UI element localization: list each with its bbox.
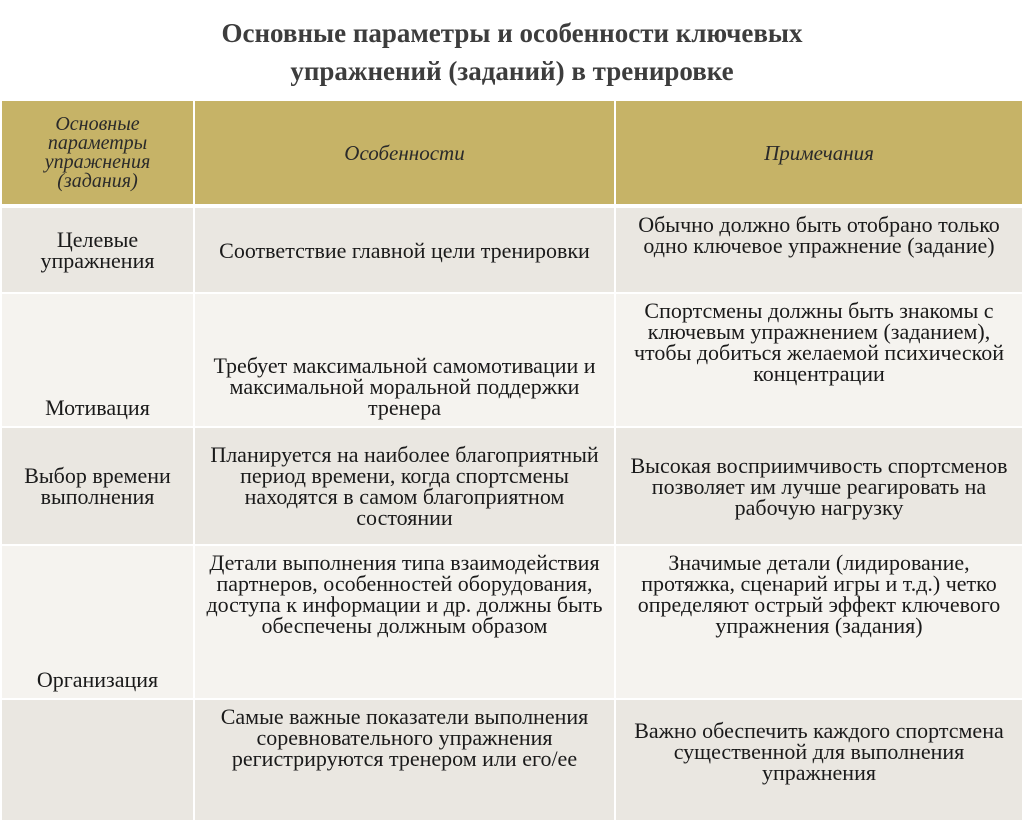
header-features (194, 100, 615, 206)
notes-text: Важно обеспечить каждого спортсмена существенной для выполнения упражнения (634, 718, 1004, 785)
notes-text: Спортсмены должны быть знакомы с ключевым упражнением (заданием), чтобы добиться желаемой психической концентрации (633, 298, 1004, 386)
features-text: Самые важные показатели выполнения соревновательного упражнения регистрируются тренером или его/ее (220, 704, 589, 771)
table-row (1, 427, 1023, 545)
header-features-label: Особенности (344, 140, 465, 165)
cell-features (194, 545, 615, 699)
table-row (1, 293, 1023, 427)
parameter-text: Мотивация (45, 395, 150, 420)
cell-parameter (1, 427, 194, 545)
parameter-text: Целевые упражнения (40, 227, 155, 273)
parameter-text: Организация (36, 667, 159, 692)
notes-text: Обычно должно быть отобрано только одно ключевое упражнение (задание) (638, 212, 1000, 258)
header-notes (615, 100, 1023, 206)
cell-notes (615, 293, 1023, 427)
table-row (1, 545, 1023, 699)
slide-title (0, 14, 1024, 90)
notes-text: Значимые детали (лидирование, протяжка, сценарий игры и т.д.) четко определяют острый эффект ключевого упражнения (задания) (637, 550, 1001, 638)
cell-notes (615, 545, 1023, 699)
title-line-2: упражнений (заданий) в тренировке (290, 56, 734, 86)
table-row (1, 206, 1023, 293)
cell-features (194, 293, 615, 427)
cell-parameter (1, 699, 194, 821)
cell-parameter (1, 545, 194, 699)
features-text: Соответствие главной цели тренировки (219, 237, 590, 263)
header-parameters-label: Основные параметры упражнения (задания) (44, 112, 151, 192)
cell-parameter (1, 293, 194, 427)
table-header-row (1, 100, 1023, 206)
cell-notes (615, 427, 1023, 545)
table-row (1, 699, 1023, 821)
cell-features (194, 699, 615, 821)
features-text: Требует максимальной самомотивации и максимальной моральной поддержки тренера (213, 353, 596, 420)
header-parameters (1, 100, 194, 206)
features-text: Детали выполнения типа взаимодействия партнеров, особенностей оборудования, доступа к информации и др. должны быть обеспечены должным образом (206, 550, 603, 638)
cell-notes (615, 699, 1023, 821)
parameters-table (0, 99, 1024, 822)
title-line-1: Основные параметры и особенности ключевых (221, 18, 803, 48)
header-notes-label: Примечания (764, 140, 874, 165)
cell-features (194, 206, 615, 293)
cell-parameter (1, 206, 194, 293)
cell-notes (615, 206, 1023, 293)
notes-text: Высокая восприимчивость спортсменов позволяет им лучше реагировать на рабочую нагрузку (630, 452, 1008, 520)
cell-features (194, 427, 615, 545)
features-text: Планируется на наиболее благоприятный период времени, когда спортсмены находятся в самом благоприятном состоянии (210, 442, 599, 530)
parameter-text: Выбор времени выполнения (24, 463, 171, 509)
